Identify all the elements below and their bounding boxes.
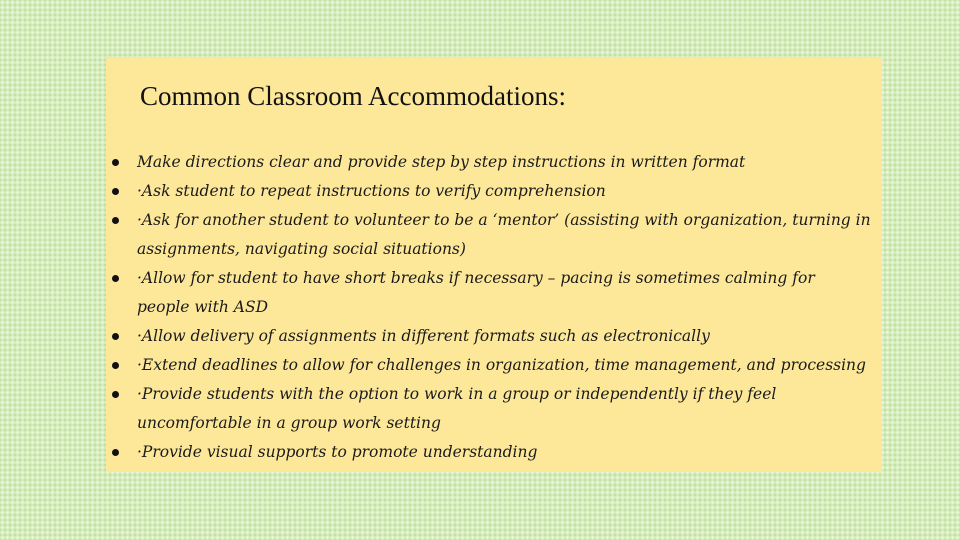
- bullet-icon: [112, 333, 119, 340]
- bullet-icon: [112, 449, 119, 456]
- list-item-text: ·Provide visual supports to promote understanding: [137, 443, 538, 461]
- accommodations-list: [112, 148, 872, 467]
- list-item: [112, 206, 872, 264]
- bullet-icon: [112, 188, 119, 195]
- list-item-text: ·Extend deadlines to allow for challenges in organization, time management, and processing: [137, 356, 866, 374]
- list-item: [112, 322, 872, 351]
- bullet-icon: [112, 362, 119, 369]
- list-item-text: ·Allow delivery of assignments in different formats such as electronically: [137, 327, 710, 345]
- list-item: [112, 351, 872, 380]
- list-item-text: ·Ask student to repeat instructions to verify comprehension: [137, 182, 606, 200]
- list-item-text: ·Allow for student to have short breaks if necessary – pacing is sometimes calming for people with ASD: [137, 269, 815, 316]
- slide-title: Common Classroom Accommodations:: [140, 81, 566, 111]
- list-item-text: Make directions clear and provide step by step instructions in written format: [137, 153, 746, 171]
- list-item: [112, 177, 872, 206]
- bullet-icon: [112, 217, 119, 224]
- list-item: [112, 264, 872, 322]
- list-item: [112, 438, 872, 467]
- list-item-text: ·Ask for another student to volunteer to be a ‘mentor’ (assisting with organization, turning in assignments, navigating social situations): [137, 211, 871, 258]
- list-item-text: ·Provide students with the option to work in a group or independently if they feel uncomfortable in a group work setting: [137, 385, 777, 432]
- bullet-icon: [112, 391, 119, 398]
- bullet-icon: [112, 159, 119, 166]
- list-item: [112, 380, 872, 438]
- bullet-icon: [112, 275, 119, 282]
- list-item: [112, 148, 872, 177]
